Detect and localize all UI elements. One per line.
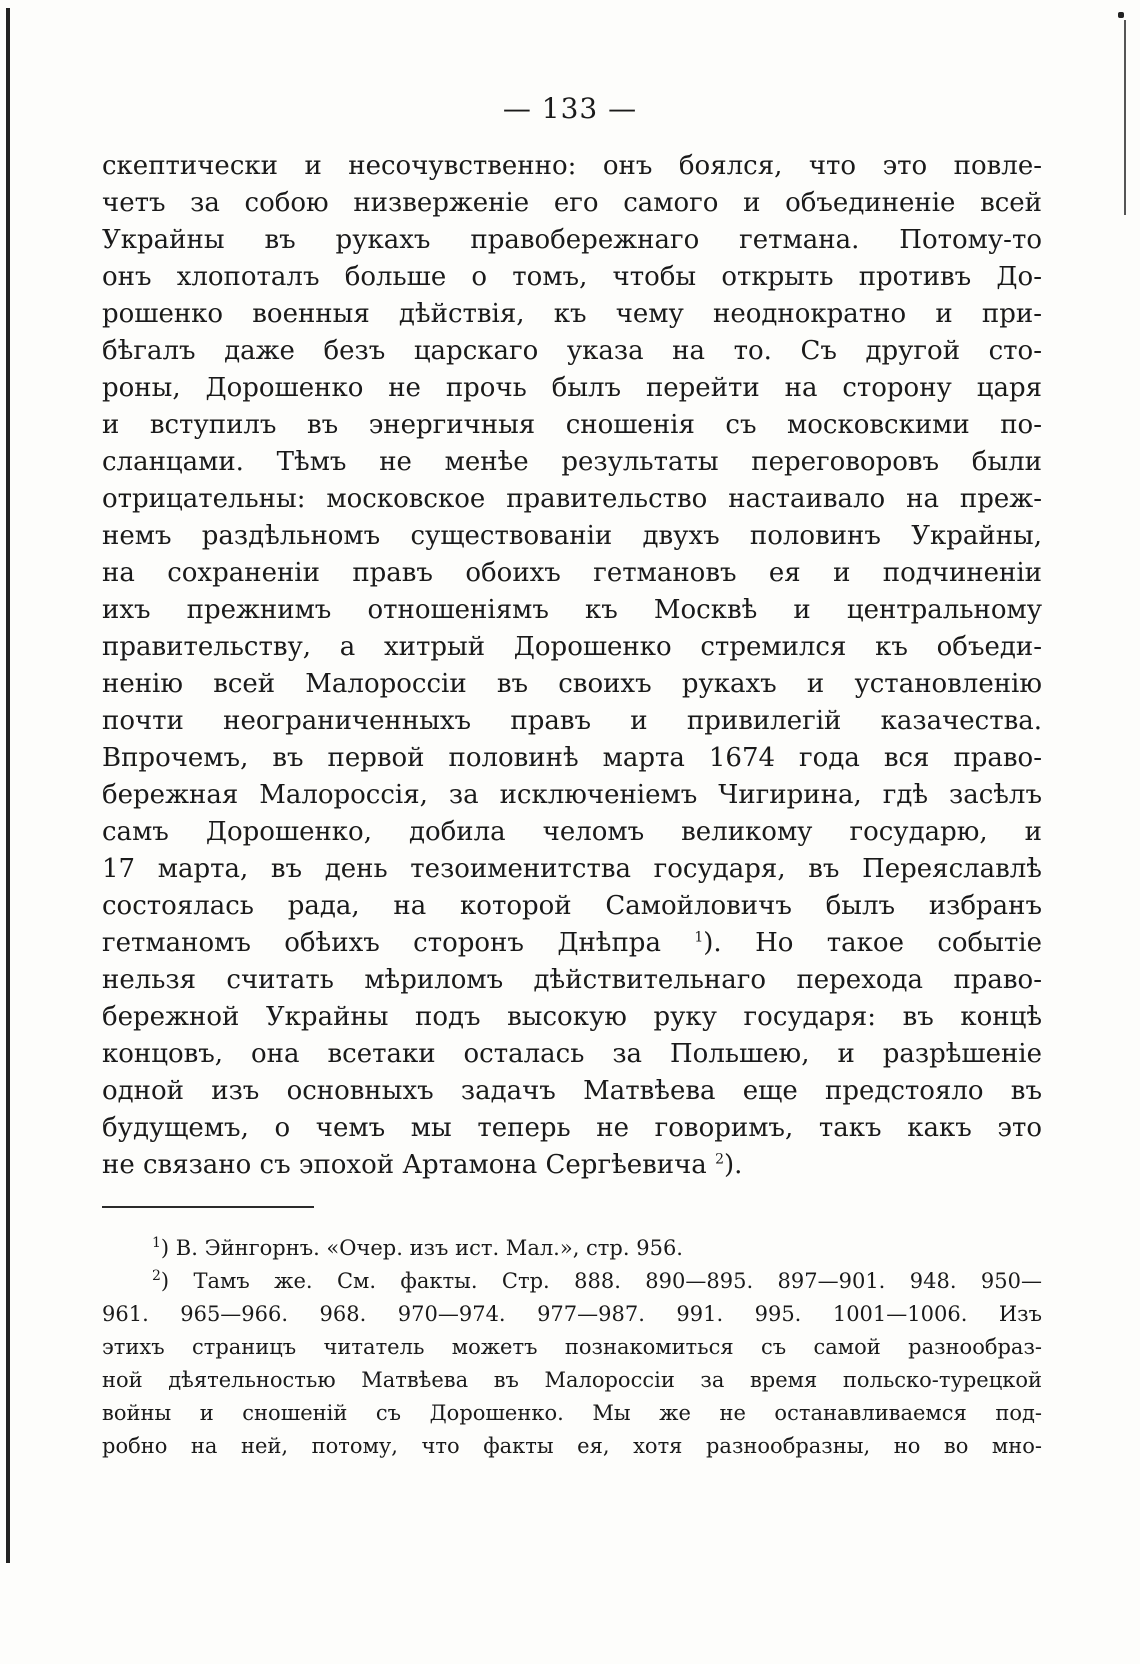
text-line: нельзя считать мѣриломъ дѣйствительнаго перехода право- [102,965,1042,995]
scan-mark [1118,12,1124,18]
text-segment: ). [723,1150,743,1180]
footnote-divider [102,1206,314,1208]
text-line-with-reference [102,1147,1042,1184]
text-line: будущемъ, о чемъ мы теперь не говоримъ, такъ какъ это [102,1113,1042,1143]
text-line: бережной Украйны подъ высокую руку государя: въ концѣ [102,1002,1042,1032]
text-line: ихъ прежнимъ отношеніямъ къ Москвѣ и центральному [102,595,1042,625]
text-segment: не связано съ эпохой Артамона Сергѣевича [102,1150,707,1180]
text-line: самъ Дорошенко, добила челомъ великому государю, и [102,817,1042,847]
text-line: состоялась рада, на которой Самойловичъ былъ избранъ [102,891,1042,921]
footnote-text: ) Тамъ же. См. факты. Стр. 888. 890—895. 897—901. 948. 950— [160,1269,1042,1293]
footnote-line: ной дѣятельностью Матвѣева въ Малороссіи за время польско-турецкой [102,1368,1042,1392]
text-segment: ). Но такое событіе [703,928,1042,958]
text-line: отрицательны: московское правительство настаивало на преж- [102,484,1042,514]
footnote-line: этихъ страницъ читатель можетъ познакомиться съ самой разнообраз- [102,1335,1042,1359]
text-line: бережная Малороссія, за исключеніемъ Чигирина, гдѣ засѣлъ [102,780,1042,810]
footnote-mark: 2 [152,1268,161,1284]
text-line: четъ за собою низверженіе его самого и объединеніе всей [102,188,1042,218]
main-text [102,148,1042,1184]
scan-edge-left [6,8,10,1563]
text-line: одной изъ основныхъ задачъ Матвѣева еще предстояло въ [102,1076,1042,1106]
text-line: на сохраненіи правъ обоихъ гетмановъ ея и подчиненіи [102,558,1042,588]
text-line: онъ хлопоталъ больше о томъ, чтобы открыть противъ До- [102,262,1042,292]
footnote-1 [102,1232,1042,1265]
text-segment: гетманомъ обѣихъ сторонъ Днѣпра [102,928,661,958]
text-line-with-reference [102,925,1042,962]
text-line: скептически и несочувственно: онъ боялся, что это повле- [102,151,1042,181]
text-line: концовъ, она всетаки осталась за Польшею, и разрѣшеніе [102,1039,1042,1069]
footnote-line: робно на ней, потому, что факты ея, хотя разнообразны, но во мно- [102,1434,1042,1458]
footnote-reference[interactable]: 2 [715,1151,724,1168]
text-line: Украйны въ рукахъ правобережнаго гетмана. Потому-то [102,225,1042,255]
text-line: Впрочемъ, въ первой половинѣ марта 1674 года вся право- [102,743,1042,773]
footnote-text: ) В. Эйнгорнъ. «Очер. изъ ист. Мал.», стр. 956. [160,1236,683,1260]
footnote-line: войны и сношеній съ Дорошенко. Мы же не останавливаемся под- [102,1401,1042,1425]
text-line: роны, Дорошенко не прочь былъ перейти на сторону царя [102,373,1042,403]
text-line: 17 марта, въ день тезоименитства государя, въ Переяславлѣ [102,854,1042,884]
text-line: почти неограниченныхъ правъ и привилегій казачества. [102,706,1042,736]
text-line: немъ раздѣльномъ существованіи двухъ половинъ Украйны, [102,521,1042,551]
footnote-2 [102,1265,1042,1298]
text-line: ненію всей Малороссіи въ своихъ рукахъ и установленію [102,669,1042,699]
text-line: рошенко военныя дѣйствія, къ чему неоднократно и при- [102,299,1042,329]
text-line: бѣгалъ даже безъ царскаго указа на то. Съ другой сто- [102,336,1042,366]
text-line: и вступилъ въ энергичныя сношенія съ московскими по- [102,410,1042,440]
footnote-reference[interactable]: 1 [694,929,704,946]
text-line: правительству, а хитрый Дорошенко стремился къ объеди- [102,632,1042,662]
text-line: сланцами. Тѣмъ не менѣе результаты переговоровъ были [102,447,1042,477]
footnotes [102,1232,1042,1463]
page-number: — 133 — [502,92,638,125]
footnote-line: 961. 965—966. 968. 970—974. 977—987. 991. 995. 1001—1006. Изъ [102,1302,1042,1326]
footnote-mark: 1 [152,1235,161,1251]
